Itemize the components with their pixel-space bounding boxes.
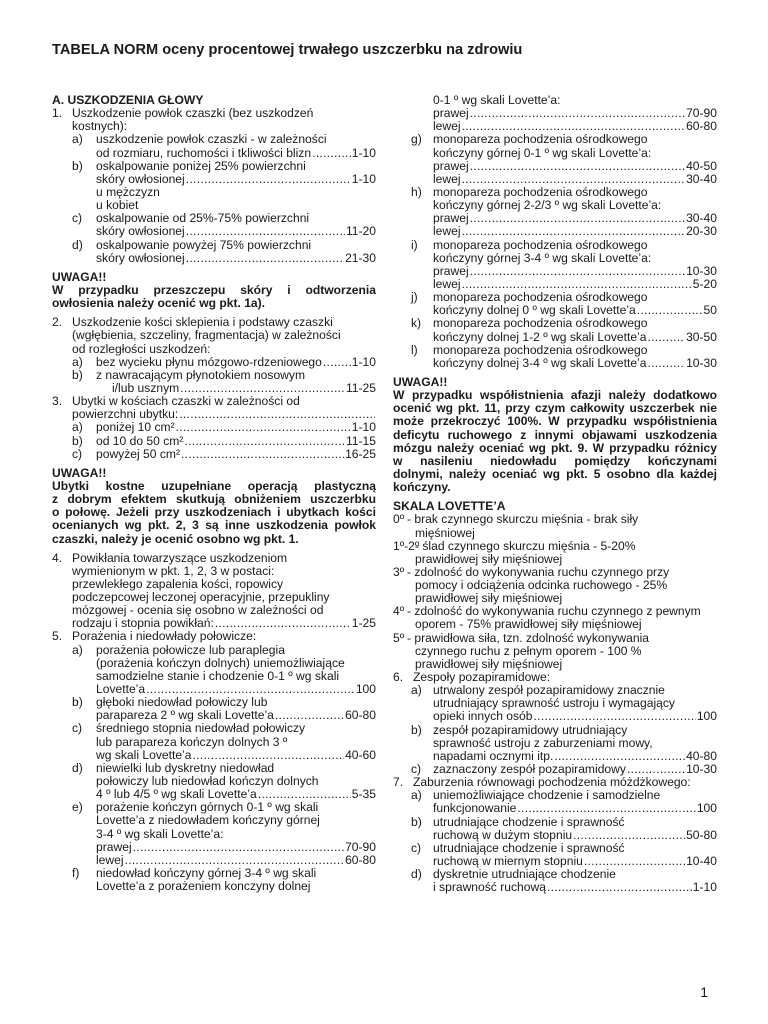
item-text: prawej (433, 158, 469, 173)
item-marker: 3. (52, 394, 63, 409)
item-text: monopareza pochodzenia ośrodkowego (433, 132, 648, 147)
item-text: kończyny górnej 3-4 º wg skali Lovette’a: (433, 250, 652, 265)
percentage-value: 5-35 (351, 787, 376, 802)
item-text: prawidłowej siły mięśniowej (415, 551, 563, 566)
item-text: UWAGA!! (393, 374, 448, 389)
item-text: oskalpowanie od 25%-75% powierzchni (96, 211, 310, 226)
item-marker: a) (72, 420, 83, 435)
percentage-value: 1-10 (351, 171, 376, 186)
percentage-value: 10-40 (686, 854, 717, 869)
item-text: rodzaju i stopnia powikłań: (72, 616, 214, 631)
item-text: dolnymi, należy oceniać wg pkt. 5 osobno dla każdej (393, 466, 717, 481)
item-text: UWAGA!! (52, 465, 107, 480)
item-marker: i) (411, 237, 418, 252)
item-marker: c) (72, 211, 83, 226)
item-marker: a) (72, 132, 83, 147)
item-text: 4 º lub 4/5 º wg skali Lovette’a (96, 787, 257, 802)
item-text: - zdolność do wykonywania ruchu czynnego przy (407, 564, 670, 579)
percentage-value: 16-25 (345, 446, 376, 461)
item-text: lewej (433, 276, 461, 291)
percentage-value: 1-10 (351, 420, 376, 435)
item-text: pomocy i odciążenia odcinka ruchowego - 25% (415, 578, 668, 593)
item-text: w nasileniu niedowładu pomiędzy kończynami (393, 453, 717, 468)
item-text: porażenia połowicze lub paraplegia (96, 642, 285, 657)
item-text: Lovette’a z niedowładem kończyny górnej (96, 813, 320, 828)
item-text: prawej (96, 839, 132, 854)
percentage-value: 1-10 (692, 880, 717, 895)
percentage-value: 60-80 (686, 119, 717, 134)
item-text: W przypadku współistnienia afazji należy dodatkowo (393, 388, 717, 403)
item-text: kończyny górnej 0-1 º wg skali Lovette’a: (433, 145, 652, 160)
table-row (52, 435, 376, 448)
percentage-value: 40-60 (345, 747, 376, 762)
item-marker: e) (72, 800, 83, 815)
percentage-value: 30-40 (686, 211, 717, 226)
text-line (52, 736, 376, 749)
dot-leader (323, 356, 351, 369)
item-text: UWAGA!! (52, 269, 107, 284)
item-marker: 5º (393, 630, 405, 645)
item-marker: 0º (393, 512, 405, 527)
item-text: Uszkodzenie powłok czaszki (bez uszkodzeń (72, 106, 314, 121)
item-marker: a) (411, 788, 422, 803)
item-marker: b) (411, 722, 422, 737)
left-column (52, 94, 376, 893)
percentage-value: 70-90 (345, 839, 376, 854)
text-line (393, 252, 717, 265)
item-text: Porażenia i niedowłady połowicze: (72, 629, 257, 644)
text-line (393, 737, 717, 750)
item-text: monopareza pochodzenia ośrodkowego (433, 290, 648, 305)
item-text: od rozmiaru, ruchomości i tkliwości blizn (96, 145, 312, 160)
item-text: kończyny dolnej 0 º wg skali Lovette’a (433, 303, 636, 318)
item-text: owłosienia należy ocenić wg pkt. 1a). (52, 296, 266, 311)
item-text: W przypadku przeszczepu skóry i odtworzenia (52, 282, 376, 297)
item-text: połowiczy lub niedowład kończyn dolnych (96, 774, 319, 789)
item-marker: h) (411, 184, 422, 199)
item-text: 0-1 º wg skali Lovette’a: (433, 93, 561, 107)
item-text: monopareza pochodzenia ośrodkowego (433, 316, 648, 331)
table-row (52, 448, 376, 461)
item-text: mózgu należy oceniać wg pkt. 9. W przypadku różnicy (393, 440, 717, 455)
percentage-value: 100 (355, 682, 376, 697)
table-row (393, 881, 717, 894)
text-line (52, 880, 376, 893)
item-text: lewej (433, 171, 461, 186)
page-number: 1 (700, 984, 708, 1000)
item-text: ruchową w dużym stopniu (433, 827, 573, 842)
item-text: - brak czynnego skurczu mięśnia - brak siły (407, 512, 639, 527)
item-marker: 1º-2º (393, 538, 420, 553)
item-text: niedowład kończyny górnej 3-4 º wg skali (96, 866, 317, 881)
item-text: A. USZKODZENIA GŁOWY (52, 93, 204, 107)
item-text: Ubytki kostne uzupełniane operacją plastyczną (52, 478, 376, 493)
item-text: powierzchni ubytku: (72, 407, 179, 422)
item-text: - zdolność do wykonywania ruchu czynnego z pewnym (407, 604, 701, 619)
percentage-value: 1-25 (351, 616, 376, 631)
item-text: Zespoły pozapiramidowe: (413, 670, 551, 685)
item-marker: 1. (52, 106, 63, 121)
percentage-value: 1-10 (351, 145, 376, 160)
dot-leader (186, 173, 351, 186)
item-text: deficytu ruchowego z innymi objawami uszkodzenia (393, 427, 717, 442)
item-text: 3-4 º wg skali Lovette’a: (96, 826, 224, 841)
percentage-value: 30-50 (686, 329, 717, 344)
text-line (52, 343, 376, 356)
item-marker: c) (72, 721, 83, 736)
item-text: niewielki lub dyskretny niedowład (96, 760, 275, 775)
item-text: skóry owłosionej (96, 250, 185, 265)
item-text: porażenie kończyn górnych 0-1 º wg skali (96, 800, 319, 815)
dot-leader (470, 107, 685, 120)
item-text: może przekroczyć 100%. W przypadku współistnienia (393, 414, 717, 429)
percentage-value: 100 (696, 709, 717, 724)
item-text: oskalpowanie powyżej 75% powierzchni (96, 237, 312, 252)
item-text: od 10 do 50 cm² (96, 433, 184, 448)
note-line (393, 481, 717, 494)
item-text: Zaburzenia równowagi pochodzenia móżdżkowego: (413, 775, 691, 790)
item-text: uszkodzenie powłok czaszki - w zależności (96, 132, 327, 147)
item-text: powyżej 50 cm² (96, 446, 181, 461)
table-row (393, 160, 717, 173)
item-text: Lovette’a z porażeniem konczyny dolnej (96, 879, 311, 894)
item-text: czaszki, należy je ocenić osobno wg pkt. 1. (52, 531, 299, 546)
item-text: z nawracającym płynotokiem nosowym (96, 367, 306, 382)
item-text: przewlekłego zapalenia kości, ropowicy (72, 576, 284, 591)
note-line (52, 297, 376, 310)
item-text: u mężczyzn (96, 184, 160, 199)
dot-leader (181, 448, 344, 461)
dot-leader (647, 331, 685, 344)
dot-leader (312, 147, 351, 160)
percentage-value: 1-10 (351, 354, 376, 369)
item-text: z dobrym efektem skutkują obniżeniem uszczerbku (52, 492, 376, 507)
item-text: mózgowej - ocenia się osobno w zależności od (72, 603, 324, 618)
item-text: skóry owłosionej (96, 224, 185, 239)
percentage-value: 21-30 (345, 250, 376, 265)
text-line (393, 317, 717, 330)
item-text: mięśniowej (415, 525, 475, 540)
table-row (52, 841, 376, 854)
item-text: kończyny dolnej 1-2 º wg skali Lovette’a (433, 329, 647, 344)
percentage-value: 10-30 (686, 263, 717, 278)
dot-leader (133, 841, 344, 854)
percentage-value: 60-80 (345, 708, 376, 723)
item-text: wg skali Lovette’a (96, 747, 192, 762)
item-marker: 2. (52, 315, 63, 330)
item-text: prawidłowej siły mięśniowej (415, 591, 563, 606)
percentage-value: 50 (703, 303, 717, 318)
item-text: napadami ocznymi itp. (433, 748, 554, 763)
item-marker: b) (72, 158, 83, 173)
item-marker: 4. (52, 550, 63, 565)
percentage-value: 70-90 (686, 106, 717, 121)
item-text: paraparezа 2 º wg skali Lovette’a (96, 708, 274, 723)
item-text: kończyny. (393, 480, 451, 495)
item-text: głęboki niedowład połowiczy lub (96, 695, 268, 710)
item-text: Lovette’a (96, 682, 146, 697)
item-text: o połowę. Jeżeli przy uszkodzeniach i ubytkach kości (52, 505, 376, 520)
item-text: lewej (433, 224, 461, 239)
dot-leader (470, 265, 685, 278)
item-text: utrudniające chodzenie i sprawność (433, 814, 625, 829)
item-text: kończyny górnej 2-2/3 º wg skali Lovette’a: (433, 198, 662, 213)
item-text: uniemożliwiające chodzenie i samodzielne (433, 788, 661, 803)
item-marker: 5. (52, 629, 63, 644)
item-marker: c) (411, 762, 422, 777)
item-text: (porażenia kończyn dolnych) uniemożliwiające (96, 655, 345, 670)
item-text: zaznaczony zespół pozapiramidowy (433, 762, 626, 777)
item-text: monopareza pochodzenia ośrodkowego (433, 237, 648, 252)
item-marker: j) (411, 290, 418, 305)
dot-leader (470, 212, 685, 225)
item-marker: d) (72, 237, 83, 252)
item-text: SKALA LOVETTE’A (393, 499, 506, 514)
item-text: wymienionym w pkt. 1, 2, 3 w postaci: (72, 563, 275, 578)
item-text: (wgłębienia, szczeliny, fragmentacja) w zależności (72, 328, 341, 343)
item-text: i/lub usznym (112, 380, 180, 395)
item-marker: d) (72, 760, 83, 775)
item-text: ruchową w miernym stopniu (433, 854, 583, 869)
dot-leader (186, 252, 344, 265)
item-text: monopareza pochodzenia ośrodkowego (433, 184, 648, 199)
item-marker: d) (411, 867, 422, 882)
item-marker: 7. (393, 775, 404, 790)
percentage-value: 60-80 (345, 852, 376, 867)
item-text: od rozległości uszkodzeń: (72, 341, 211, 356)
percentage-value: 11-15 (345, 433, 376, 448)
item-marker: f) (72, 866, 80, 881)
text-line (52, 133, 376, 146)
item-text: średniego stopnia niedowład połowiczy (96, 721, 306, 736)
table-row (393, 357, 717, 370)
text-line (52, 369, 376, 382)
item-marker: a) (411, 683, 422, 698)
percentage-value: 40-80 (686, 748, 717, 763)
dot-leader (184, 435, 345, 448)
dot-leader (470, 160, 685, 173)
item-text: prawej (433, 211, 469, 226)
item-text: - prawidłowa siła, tzn. zdolność wykonywania (407, 630, 649, 645)
item-marker: b) (411, 814, 422, 829)
right-column (393, 94, 717, 894)
percentage-value: 30-40 (686, 171, 717, 186)
text-line (52, 828, 376, 841)
item-text: skóry owłosionej (96, 171, 185, 186)
text-line (52, 160, 376, 173)
item-text: samodzielne stanie i chodzenie 0-1 º wg skali (96, 668, 340, 683)
dot-leader (547, 881, 692, 894)
item-text: funkcjonowanie (433, 801, 517, 816)
item-text: utrwalony zespół pozapiramidowy znacznie (433, 683, 665, 698)
item-marker: 6. (393, 670, 404, 685)
item-text: - ślad czynnego skurczu mięśnia - 5-20% (415, 538, 636, 553)
table-row (52, 252, 376, 265)
item-text: lub paraparezа kończyn dolnych 3 º (96, 734, 288, 749)
dot-leader (647, 357, 685, 370)
percentage-value: 11-20 (345, 224, 376, 239)
item-marker: b) (72, 695, 83, 710)
text-line (52, 239, 376, 252)
item-marker: a) (72, 354, 83, 369)
item-text: monopareza pochodzenia ośrodkowego (433, 342, 648, 357)
item-text: i sprawność ruchową (433, 880, 546, 895)
item-text: lewej (433, 119, 461, 134)
item-marker: c) (411, 840, 422, 855)
item-text: Powikłania towarzyszące uszkodzeniom (72, 550, 288, 565)
item-marker: l) (411, 342, 418, 357)
item-marker: b) (72, 433, 83, 448)
percentage-value: 20-30 (686, 224, 717, 239)
percentage-value: 10-30 (686, 762, 717, 777)
item-text: prawidłowej siły mięśniowej (415, 656, 563, 671)
item-text: czynnego ruchu z pełnym oporem - 100 % (415, 643, 642, 658)
item-text: u kobiet (96, 198, 139, 213)
item-text: Uszkodzenie kości sklepienia i podstawy czaszki (72, 315, 333, 330)
item-marker: g) (411, 132, 422, 147)
text-line (393, 147, 717, 160)
item-text: zespół pozapiramidowy utrudniający (433, 722, 628, 737)
item-text: lewej (96, 852, 124, 867)
item-marker: 3º (393, 564, 405, 579)
percentage-value: 10-30 (686, 355, 717, 370)
item-text: opieki innych osób (433, 709, 533, 724)
item-marker: b) (72, 367, 83, 382)
item-text: prawej (433, 106, 469, 121)
item-marker: 4º (393, 604, 405, 619)
dot-leader (179, 408, 375, 421)
text-line (393, 816, 717, 829)
percentage-value: 100 (696, 801, 717, 816)
document-title: TABELA NORM oceny procentowej trwałego uszczerbku na zdrowiu (52, 42, 523, 58)
percentage-value: 50-80 (686, 827, 717, 842)
item-marker: k) (411, 316, 422, 331)
percentage-value: 11-25 (345, 380, 376, 395)
item-text: sprawność ustroju z zaburzeniami mowy, (433, 735, 653, 750)
percentage-value: 40-50 (686, 158, 717, 173)
item-text: prawej (433, 263, 469, 278)
item-text: bez wycieku płynu mózgowo-rdzeniowego (96, 354, 322, 369)
item-text: ocenić wg pkt. 11, przy czym całkowity uszczerbek nie (393, 401, 717, 416)
table-row (52, 421, 376, 434)
item-marker: a) (72, 642, 83, 657)
item-text: oporem - 75% prawidłowej siły mięśniowej (415, 617, 642, 632)
item-text: poniżej 10 cm² (96, 420, 175, 435)
dot-leader (176, 421, 351, 434)
item-text: Ubytki w kościach czaszki w zależności od (72, 394, 300, 409)
item-text: dyskretnie utrudniające chodzenie (433, 867, 616, 882)
table-row (393, 265, 717, 278)
item-text: kończyny dolnej 3-4 º wg skali Lovette’a (433, 355, 647, 370)
text-line (393, 344, 717, 357)
item-text: ocenianych wg pkt. 2, 3 są inne uszkodzenia powłok (52, 518, 376, 533)
item-text: oskalpowanie poniżej 25% powierzchni (96, 158, 306, 173)
item-marker: c) (72, 446, 83, 461)
note-line (52, 533, 376, 546)
item-text: podczepcowej leczonej operacyjnie, przepukliny (72, 590, 330, 605)
item-text: kostnych): (72, 119, 128, 134)
item-text: utrudniający sprawność ustroju i wymagający (433, 696, 675, 711)
item-text: utrudniające chodzenie i sprawność (433, 840, 625, 855)
percentage-value: 5-20 (692, 276, 717, 291)
